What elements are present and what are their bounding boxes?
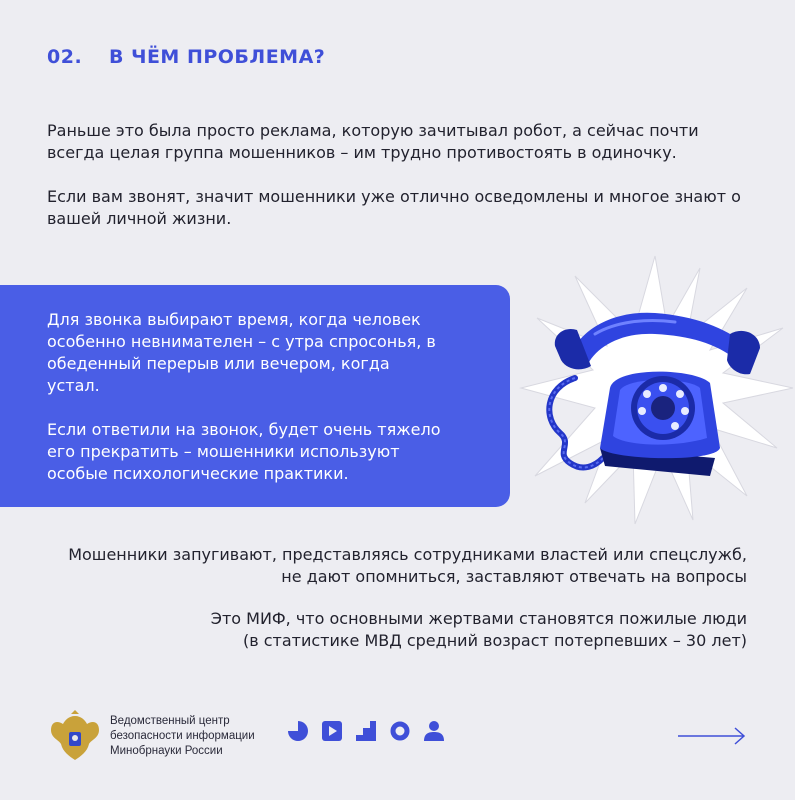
right-paragraph-1-line-2: не дают опомниться, заставляют отвечать на вопросы bbox=[281, 567, 747, 586]
brand-icons bbox=[287, 720, 445, 742]
card-paragraph-2: Если ответили на звонок, будет очень тяжело его прекратить – мошенники используют особые психологические практики. bbox=[47, 420, 441, 483]
right-paragraph-1-line-1: Мошенники запугивают, представляясь сотрудниками властей или спецслужб, bbox=[68, 545, 747, 564]
section-number: 02. bbox=[47, 46, 83, 68]
intro-text bbox=[47, 120, 747, 252]
highlight-card bbox=[0, 285, 510, 507]
intro-paragraph-2: Если вам звонят, значит мошенники уже отлично осведомлены и многое знают о вашей личной жизни. bbox=[47, 187, 741, 228]
stairs-icon bbox=[355, 720, 377, 742]
play-icon bbox=[321, 720, 343, 742]
intro-paragraph-1: Раньше это была просто реклама, которую зачитывал робот, а сейчас почти всегда целая группа мошенников – им трудно противостоять в одиночку. bbox=[47, 121, 699, 162]
rotary-dial bbox=[631, 376, 695, 440]
card-paragraph-1: Для звонка выбирают время, когда человек особенно невнимателен – с утра спросонья, в обеденный перерыв или вечером, когда устал. bbox=[47, 310, 436, 395]
right-paragraph-2-line-2: (в статистике МВД средний возраст потерпевших – 30 лет) bbox=[242, 631, 747, 650]
right-paragraph-2-line-1: Это МИФ, что основными жертвами становятся пожилые люди bbox=[210, 609, 747, 628]
organization-name bbox=[110, 714, 255, 759]
footer bbox=[47, 708, 747, 764]
telephone-illustration bbox=[515, 248, 795, 528]
right-paragraph-1 bbox=[27, 544, 747, 588]
org-line-2: безопасности информации bbox=[110, 730, 255, 742]
section-title: В ЧЁМ ПРОБЛЕМА? bbox=[109, 46, 326, 68]
pie-icon bbox=[287, 720, 309, 742]
next-arrow-icon[interactable] bbox=[677, 726, 747, 750]
right-paragraph-2 bbox=[27, 608, 747, 652]
org-line-3: Минобрнауки России bbox=[110, 745, 223, 757]
right-aligned-text bbox=[27, 544, 747, 672]
section-header bbox=[47, 46, 325, 68]
coat-of-arms-icon bbox=[47, 708, 103, 764]
ring-icon bbox=[389, 720, 411, 742]
person-icon bbox=[423, 720, 445, 742]
org-line-1: Ведомственный центр bbox=[110, 715, 230, 727]
